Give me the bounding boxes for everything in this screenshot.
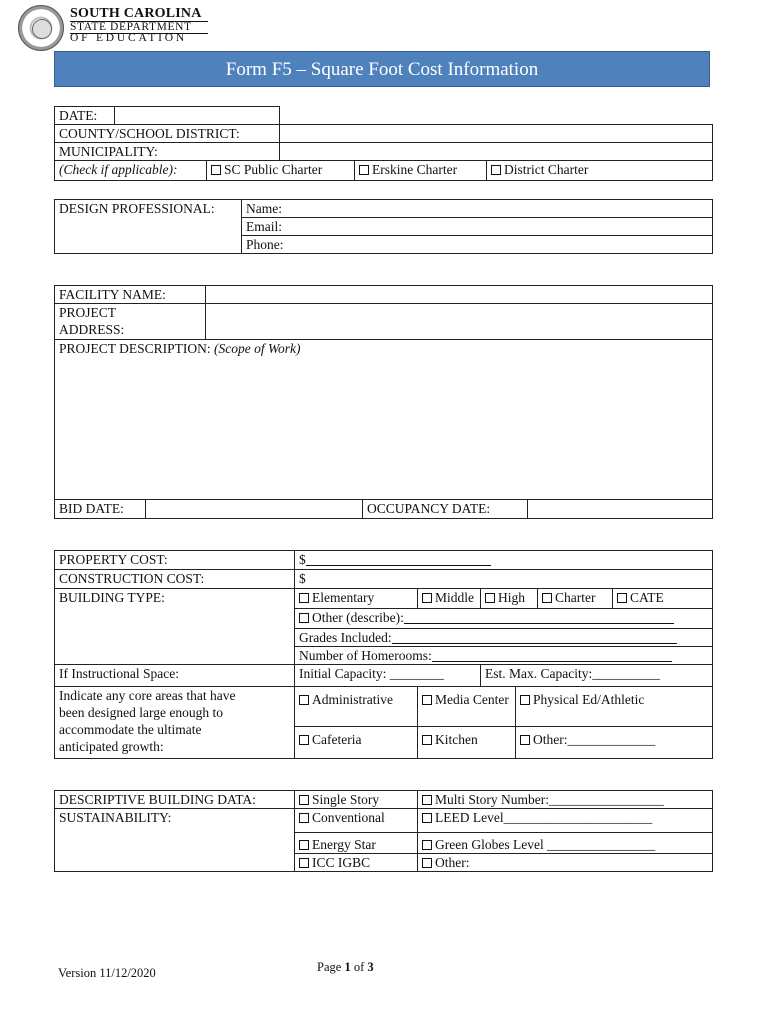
- max-capacity-field[interactable]: Est. Max. Capacity:__________: [481, 665, 713, 687]
- cost-building-table: [54, 550, 713, 759]
- sustainability-other-option[interactable]: Other:: [418, 854, 713, 872]
- core-kitchen[interactable]: Kitchen: [418, 727, 516, 759]
- checkbox-icon[interactable]: [422, 813, 432, 823]
- org-name-line1: SOUTH CAROLINA: [70, 6, 202, 21]
- homerooms-field[interactable]: Number of Homerooms:: [295, 647, 713, 665]
- property-cost-label: PROPERTY COST:: [55, 551, 295, 570]
- initial-capacity-field[interactable]: Initial Capacity: ________: [295, 665, 481, 687]
- core-other[interactable]: Other:_____________: [516, 727, 713, 759]
- bid-date-field[interactable]: [146, 500, 363, 519]
- type-charter[interactable]: Charter: [538, 589, 613, 609]
- bid-date-label: BID DATE:: [55, 500, 146, 519]
- facility-name-field[interactable]: [206, 286, 713, 304]
- checkbox-icon[interactable]: [617, 593, 627, 603]
- checkbox-icon[interactable]: [422, 695, 432, 705]
- green-globes-option[interactable]: Green Globes Level ________________: [418, 833, 713, 854]
- type-other[interactable]: Other (describe):: [295, 609, 713, 629]
- check-applicable-label: (Check if applicable):: [55, 161, 207, 181]
- building-data-table: [54, 790, 713, 872]
- single-story-option[interactable]: Single Story: [295, 791, 418, 809]
- grades-included-field[interactable]: Grades Included:: [295, 629, 713, 647]
- checkbox-icon[interactable]: [299, 613, 309, 623]
- org-name-line3: OF EDUCATION: [70, 32, 187, 44]
- checkbox-icon[interactable]: [422, 795, 432, 805]
- project-address-field[interactable]: [206, 304, 713, 340]
- checkbox-icon[interactable]: [542, 593, 552, 603]
- district-charter-option[interactable]: District Charter: [487, 161, 713, 181]
- checkbox-icon[interactable]: [299, 795, 309, 805]
- checkbox-icon[interactable]: [422, 735, 432, 745]
- municipality-label: MUNICIPALITY:: [55, 143, 280, 161]
- checkbox-icon[interactable]: [359, 165, 369, 175]
- district-field[interactable]: [280, 125, 713, 143]
- sc-education-seal: [18, 5, 64, 51]
- designer-phone-field[interactable]: Phone:: [242, 236, 713, 254]
- core-areas-label: Indicate any core areas that have been designed large enough to accommodate the ultimate anticipated growth:: [55, 687, 295, 759]
- type-elementary[interactable]: Elementary: [295, 589, 418, 609]
- designer-name-field[interactable]: Name:: [242, 200, 713, 218]
- facility-name-label: FACILITY NAME:: [55, 286, 206, 304]
- municipality-field[interactable]: [280, 143, 713, 161]
- conventional-option[interactable]: Conventional: [295, 809, 418, 833]
- checkbox-icon[interactable]: [485, 593, 495, 603]
- type-middle[interactable]: Middle: [418, 589, 481, 609]
- core-physical-ed[interactable]: Physical Ed/Athletic: [516, 687, 713, 727]
- checkbox-icon[interactable]: [299, 858, 309, 868]
- checkbox-icon[interactable]: [491, 165, 501, 175]
- energy-star-option[interactable]: Energy Star: [295, 833, 418, 854]
- checkbox-icon[interactable]: [211, 165, 221, 175]
- type-high[interactable]: High: [481, 589, 538, 609]
- date-label: DATE:: [55, 107, 115, 125]
- occupancy-date-field[interactable]: [528, 500, 713, 519]
- checkbox-icon[interactable]: [299, 735, 309, 745]
- icc-igbc-option[interactable]: ICC IGBC: [295, 854, 418, 872]
- version-text: Version 11/12/2020: [58, 966, 156, 980]
- construction-cost-field[interactable]: $: [295, 570, 713, 589]
- project-address-label: PROJECT ADDRESS:: [55, 304, 206, 340]
- checkbox-icon[interactable]: [299, 813, 309, 823]
- type-cate[interactable]: CATE: [613, 589, 713, 609]
- facility-table: [54, 285, 713, 519]
- designer-email-field[interactable]: Email:: [242, 218, 713, 236]
- date-field[interactable]: [115, 107, 280, 125]
- occupancy-date-label: OCCUPANCY DATE:: [363, 500, 528, 519]
- checkbox-icon[interactable]: [520, 695, 530, 705]
- construction-cost-label: CONSTRUCTION COST:: [55, 570, 295, 589]
- sc-public-charter-option[interactable]: SC Public Charter: [207, 161, 355, 181]
- form-title-banner: Form F5 – Square Foot Cost Information: [54, 51, 710, 87]
- building-type-label: BUILDING TYPE:: [55, 589, 295, 665]
- date-spacer: [280, 107, 713, 125]
- checkbox-icon[interactable]: [422, 840, 432, 850]
- checkbox-icon[interactable]: [299, 840, 309, 850]
- checkbox-icon[interactable]: [299, 695, 309, 705]
- checkbox-icon[interactable]: [422, 858, 432, 868]
- property-cost-field[interactable]: $: [295, 551, 713, 570]
- multi-story-option[interactable]: Multi Story Number:_________________: [418, 791, 713, 809]
- core-administrative[interactable]: Administrative: [295, 687, 418, 727]
- seal-center: [32, 19, 52, 39]
- org-name-line2: STATE DEPARTMENT: [70, 21, 192, 33]
- project-description-field[interactable]: PROJECT DESCRIPTION: (Scope of Work): [55, 340, 713, 500]
- checkbox-icon[interactable]: [422, 593, 432, 603]
- core-media-center[interactable]: Media Center: [418, 687, 516, 727]
- page-number: Page 1 of 3: [317, 960, 374, 974]
- leed-option[interactable]: LEED Level______________________: [418, 809, 713, 833]
- checkbox-icon[interactable]: [520, 735, 530, 745]
- design-professional-label: DESIGN PROFESSIONAL:: [55, 200, 242, 254]
- design-professional-table: [54, 199, 713, 254]
- descriptive-building-label: DESCRIPTIVE BUILDING DATA:: [55, 791, 295, 809]
- erskine-charter-option[interactable]: Erskine Charter: [355, 161, 487, 181]
- core-cafeteria[interactable]: Cafeteria: [295, 727, 418, 759]
- sustainability-label: SUSTAINABILITY:: [55, 809, 295, 872]
- district-label: COUNTY/SCHOOL DISTRICT:: [55, 125, 280, 143]
- checkbox-icon[interactable]: [299, 593, 309, 603]
- instructional-space-label: If Instructional Space:: [55, 665, 295, 687]
- general-info-table: [54, 106, 713, 181]
